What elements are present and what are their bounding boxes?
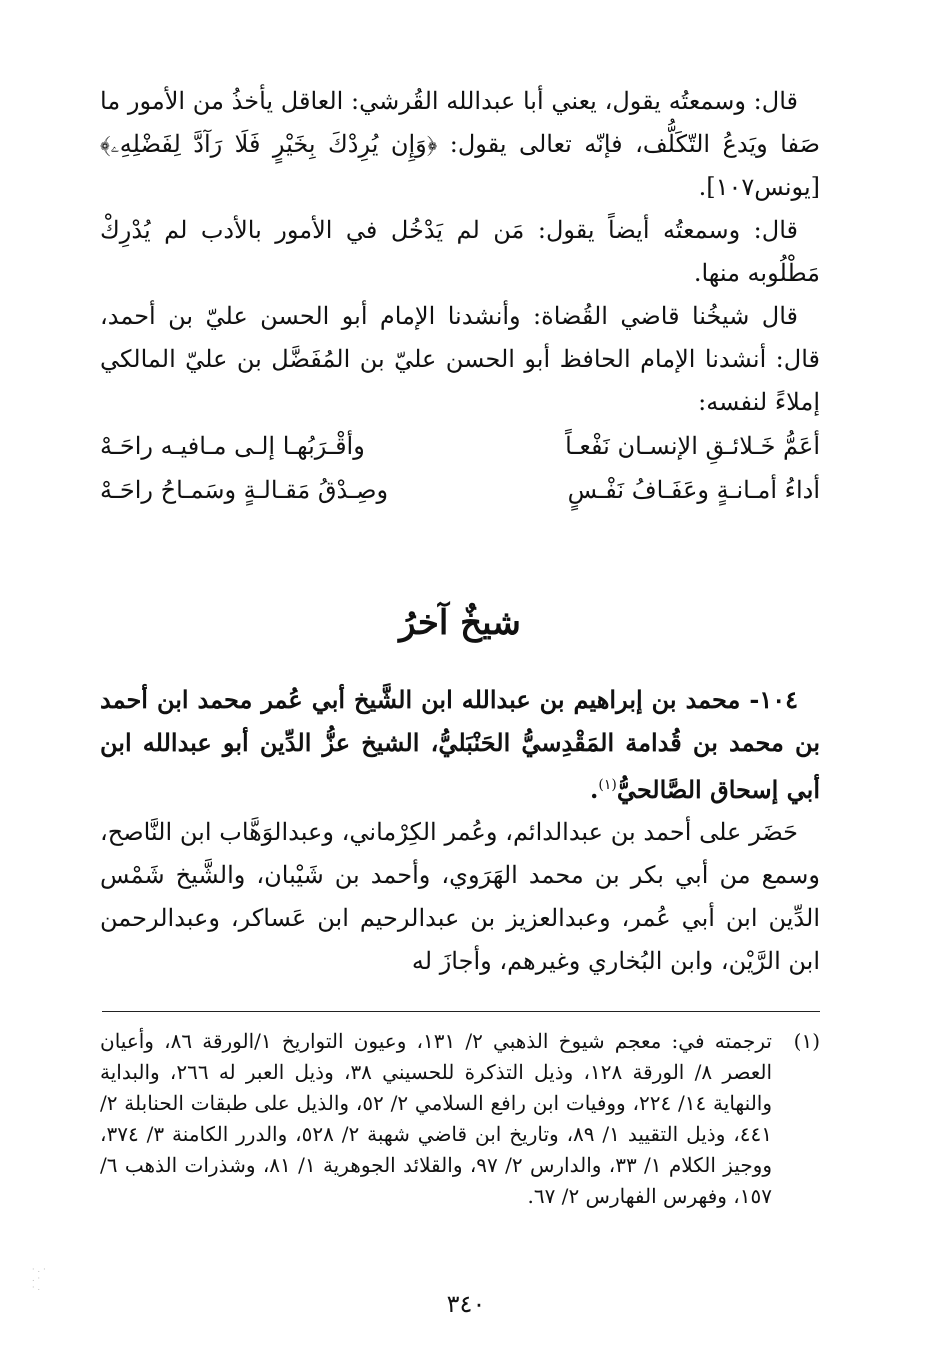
- paragraph-text: حَضَر على أحمد بن عبدالدائم، وعُمر الكِرْماني، وعبدالوَهَّاب ابن النَّاصح، وسمع من أبي بكر بن محمد الهَرَوي، وأحمد بن شَيْبان، والشَّيخ شَمْس الدِّين ابن أبي عُمر، وعبدالعزيز بن عبدالرحيم ابن عَساكر، وعبدالرحمن ابن الرَّيْن، وابن البُخاري وغيرهم، وأجازَ له: [100, 818, 820, 975]
- page-number: ٣٤٠: [446, 1290, 486, 1318]
- footnote-number: (١): [793, 1029, 820, 1053]
- paragraph-text: قال: وسمعتُه يقول، يعني أبا عبدالله القُرشي: العاقل يأخذُ من الأمور ما صَفا ويَدعُ التّكَلُّف، فإنّه تعالى يقول: ﴿وَإِن يُرِدْكَ بِخَيْرٍ فَلَا رَآدَّ لِفَضْلِهِۦ﴾ [يونس١٠٧].: [100, 87, 820, 201]
- verse-second-hemistich: وصِـدْقُ مَقـالـةٍ وسَمـاحُ راحَـهْ: [100, 476, 389, 504]
- verse-first-hemistich: أداءُ أمـانـةٍ وعَفَـافُ نَفْـسٍ: [567, 476, 820, 504]
- scan-speckle-decoration: ·.· .· ·.: [32, 1265, 49, 1292]
- section-heading: شيخٌ آخرُ: [399, 603, 521, 643]
- biography-entry-heading: [100, 678, 820, 811]
- verse-second-hemistich: وأقْـرَبُهـا إلـى مـافيـه راحَـهْ: [100, 432, 365, 460]
- entry-text: ١٠٤- محمد بن إبراهيم بن عبدالله ابن الشَّيخ أبي عُمر محمد ابن أحمد بن محمد بن قُدامة المَقْدِسيُّ الحَنْبَليُّ، الشيخ عزُّ الدِّين أبو عبدالله ابن أبي إسحاق الصَّالحيُّ: [100, 685, 820, 804]
- paragraph-adab: [100, 209, 820, 295]
- verse-line-1: [100, 424, 820, 468]
- paragraph-text: قال: وسمعتُه أيضاً يقول: مَن لم يَدْخُل في الأمور بالأدب لم يُدْرِكْ مَطْلُوبه منها.: [100, 216, 820, 287]
- footnote-text: ترجمته في: معجم شيوخ الذهبي ٢/ ١٣١، وعيون التواريخ ١/الورقة ٨٦، وأعيان العصر ٨/ الورقة ١٢٨، وذيل التذكرة للحسيني ٣٨، وذيل العبر له ٢٦٦، والبداية والنهاية ١٤/ ٢٢٤، ووفيات ابن رافع السلامي ٢/ ٥٢، والذيل على طبقات الحنابلة ٢/ ٤٤١، وذيل التقييد ١/ ٨٩، وتاريخ ابن قاضي شهبة ٢/ ٥٢٨، والدرر الكامنة ٣/ ٣٧٤، ووجيز الكلام ١/ ٣٣، والدارس ٢/ ٩٧، والقلائد الجوهرية ١/ ٨١، وشذرات الذهب ٦/ ١٥٧، وفهرس الفهارس ٢/ ٦٧.: [100, 1029, 772, 1208]
- paragraph-biography: [100, 811, 820, 983]
- footnote: [100, 1026, 820, 1212]
- paragraph-inshad: [100, 295, 820, 424]
- entry-end: .: [589, 775, 599, 804]
- verse-first-hemistich: أعَمُّ خَـلائـقِ الإنسـان نَفْعـاً: [565, 432, 820, 460]
- page-body: [100, 80, 820, 1212]
- verse-line-2: [100, 468, 820, 512]
- paragraph-qurashi: [100, 80, 820, 209]
- footnote-reference[interactable]: (١): [598, 777, 617, 793]
- paragraph-text: قال شيخُنا قاضي القُضاة: وأنشدنا الإمام أبو الحسن عليّ بن أحمد، قال: أنشدنا الإمام الحافظ أبو الحسن عليّ بن المُفَضَّل بن عليّ المالكي إملاءً لنفسه:: [100, 302, 820, 416]
- footnote-divider: [102, 1011, 820, 1012]
